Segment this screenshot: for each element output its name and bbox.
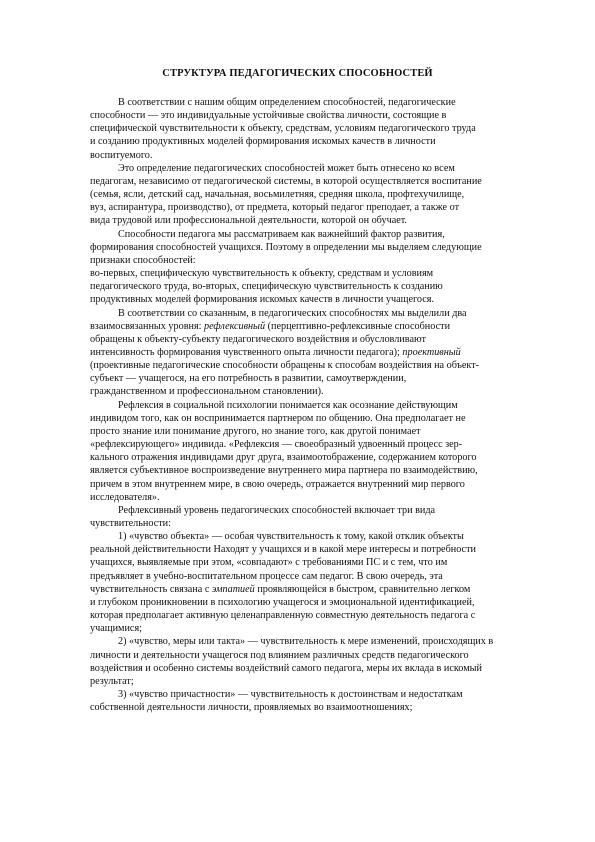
text-segment: педагогического труда, во-вторых, специфическую чувствительность к созданию xyxy=(90,281,443,293)
italic-term: рефлексивный xyxy=(204,320,266,332)
text-segment: обращены к объекту-субъекту педагогического воздействия и обусловливают xyxy=(90,333,426,345)
text-line xyxy=(90,635,528,648)
text-line xyxy=(90,425,528,438)
text-segment: которая предполагает активную целенаправленную совместную деятельность педагога с xyxy=(90,610,476,622)
text-segment: (перцептивно-рефлексивные способности xyxy=(265,320,451,332)
text-line xyxy=(90,556,528,569)
italic-term: эмпатией xyxy=(211,583,255,595)
text-segment: просто знание или понимание другого, но знание того, как другой понимает xyxy=(90,425,421,437)
text-line xyxy=(90,241,528,254)
text-segment: признаки способностей: xyxy=(90,254,196,266)
text-line xyxy=(90,662,528,675)
text-segment: 3) «чувство причастности» — чувствительность к достоинствам и недостаткам xyxy=(118,689,463,701)
text-line xyxy=(90,609,528,622)
text-segment: специфической чувствительности к объекту, средствам, условиям педагогического труда xyxy=(90,123,476,135)
text-line xyxy=(90,175,528,188)
text-segment: В соответствии со сказанным, в педагогических способностях мы выделили два xyxy=(118,307,467,319)
text-line xyxy=(90,359,528,372)
text-segment: результат; xyxy=(90,675,134,687)
italic-term: проективный xyxy=(402,346,461,358)
text-segment: и глубоком проникновении в психологию учащегося и эмоциональной идентификацией, xyxy=(90,596,475,608)
text-line xyxy=(90,254,528,267)
text-segment: 2) «чувство, меры или такта» — чувствительность к мере изменений, происходящих в xyxy=(118,636,494,648)
text-segment: кального отражения индивидами друг друга, взаимоотображение, содержанием которого xyxy=(90,452,477,464)
text-line xyxy=(90,320,528,333)
paragraph xyxy=(90,228,528,267)
paragraph xyxy=(90,267,528,306)
text-line xyxy=(90,675,528,688)
text-line xyxy=(90,491,528,504)
text-line xyxy=(90,122,528,135)
text-line xyxy=(90,214,528,227)
text-segment: учащимися; xyxy=(90,623,142,635)
text-segment: способности — это индивидуальные устойчивые свойства личности, состоящие в xyxy=(90,110,447,122)
text-segment: продуктивных моделей формирования искомых качеств в личности учащегося. xyxy=(90,294,434,306)
text-line xyxy=(90,201,528,214)
text-segment: Это определение педагогических способностей может быть отнесено ко всем xyxy=(118,162,455,174)
text-segment: причем в этом внутреннем мире, в свою очередь, отражается внутренний мир первого xyxy=(90,478,465,490)
paragraph xyxy=(90,162,528,228)
text-segment: (семья, ясли, детский сад, начальная, восьмилетняя, средняя школа, профтехучилище, xyxy=(90,189,465,201)
text-line xyxy=(90,517,528,530)
text-line xyxy=(90,530,528,543)
text-line xyxy=(90,412,528,425)
paragraph xyxy=(90,307,528,399)
text-segment: В соответствии с нашим общим определением способностей, педагогические xyxy=(118,97,456,108)
paragraph xyxy=(90,530,528,635)
document-body xyxy=(90,96,528,714)
text-segment: вуз, аспирантура, производство), от предмета, который педагог преподает, а также от xyxy=(90,202,460,214)
text-line xyxy=(90,451,528,464)
text-line xyxy=(90,149,528,162)
paragraph xyxy=(90,688,528,714)
text-line xyxy=(90,96,528,109)
text-segment: во-первых, специфическую чувствительность к объекту, средствам и условиям xyxy=(90,268,434,280)
text-line xyxy=(90,504,528,517)
text-line xyxy=(90,622,528,635)
text-segment: учащихся, выявляемые при этом, «совпадают» с требованиями ПС и с тем, что им xyxy=(90,557,448,569)
text-segment: исследователя». xyxy=(90,491,160,503)
text-segment: является субъективное воспроизведение внутреннего мира партнера по взаимодействию, xyxy=(90,465,478,477)
text-segment: гражданственном и профессиональном становлении). xyxy=(90,386,324,398)
text-line xyxy=(90,385,528,398)
text-segment: проявляющейся в быстром, сравнительно легком xyxy=(254,583,471,595)
text-line xyxy=(90,372,528,385)
paragraph xyxy=(90,399,528,504)
text-line xyxy=(90,228,528,241)
text-segment: Рефлексивный уровень педагогических способностей включает три вида xyxy=(118,504,436,516)
text-segment: воздействия и особенно системы воздействий самого педагога, меры их вклада в искомый xyxy=(90,662,482,674)
text-segment: Способности педагога мы рассматриваем как важнейший фактор развития, xyxy=(118,228,445,240)
text-segment: чувствительность связана с xyxy=(90,583,212,595)
text-segment: (проективные педагогические способности обращены к способам воздействия на объект- xyxy=(90,360,480,372)
text-line xyxy=(90,188,528,201)
paragraph xyxy=(90,635,528,688)
text-line xyxy=(90,293,528,306)
text-line xyxy=(90,162,528,175)
text-line xyxy=(90,399,528,412)
text-line xyxy=(90,570,528,583)
text-segment: индивидом того, как он воспринимается партнером по общению. Она предполагает не xyxy=(90,412,466,424)
text-segment: педагогам, независимо от педагогической системы, в которой осуществляется воспитание xyxy=(90,175,482,187)
text-line xyxy=(90,464,528,477)
text-segment: чувствительности: xyxy=(90,518,171,529)
text-segment: формирования способностей учащихся. Поэтому в определении мы выделяем следующие xyxy=(90,241,482,253)
text-line xyxy=(90,346,528,359)
paragraph xyxy=(90,504,528,530)
text-segment: воспитуемого. xyxy=(90,149,153,161)
text-line xyxy=(90,478,528,491)
text-segment: и созданию продуктивных моделей формирования искомых качеств в личности xyxy=(90,136,436,148)
text-segment: вида трудовой или профессиональной деятельности, которой он обучает. xyxy=(90,215,407,227)
text-line xyxy=(90,701,528,714)
text-segment: личности и деятельности учащегося под влиянием различных средств педагогического xyxy=(90,649,469,661)
paragraph xyxy=(90,96,528,162)
text-segment: реальной действительности Находят у учащихся и в какой мере интересы и потребности xyxy=(90,544,476,556)
text-segment: собственной деятельности личности, проявляемых во взаимоотношениях; xyxy=(90,702,413,714)
text-segment: 1) «чувство объекта» — особая чувствительность к тому, какой отклик объекты xyxy=(118,531,464,543)
page-title: СТРУКТУРА ПЕДАГОГИЧЕСКИХ СПОСОБНОСТЕЙ xyxy=(162,68,433,79)
text-segment: «рефлексирующего» индивида. «Рефлексия — своеобразный удвоенный процесс зер- xyxy=(90,439,463,451)
text-line xyxy=(90,438,528,451)
text-line xyxy=(90,596,528,609)
text-line xyxy=(90,543,528,556)
text-line xyxy=(90,333,528,346)
text-line xyxy=(90,267,528,280)
text-line xyxy=(90,280,528,293)
text-line xyxy=(90,688,528,701)
text-segment: интенсивность формирования чувственного опыта личности педагога); xyxy=(90,346,403,358)
text-line xyxy=(90,649,528,662)
text-segment: предъявляет в учебно-воспитательном процессе сам педагог. В свою очередь, эта xyxy=(90,570,443,582)
text-line xyxy=(90,109,528,122)
text-line xyxy=(90,583,528,596)
text-segment: взаимосвязанных уровня: xyxy=(90,320,205,332)
text-segment: субъект — учащегося, на его потребность в развитии, самоутверждении, xyxy=(90,373,407,385)
text-segment: Рефлексия в социальной психологии понимается как осознание действующим xyxy=(118,399,458,411)
text-line xyxy=(90,135,528,148)
text-line xyxy=(90,307,528,320)
